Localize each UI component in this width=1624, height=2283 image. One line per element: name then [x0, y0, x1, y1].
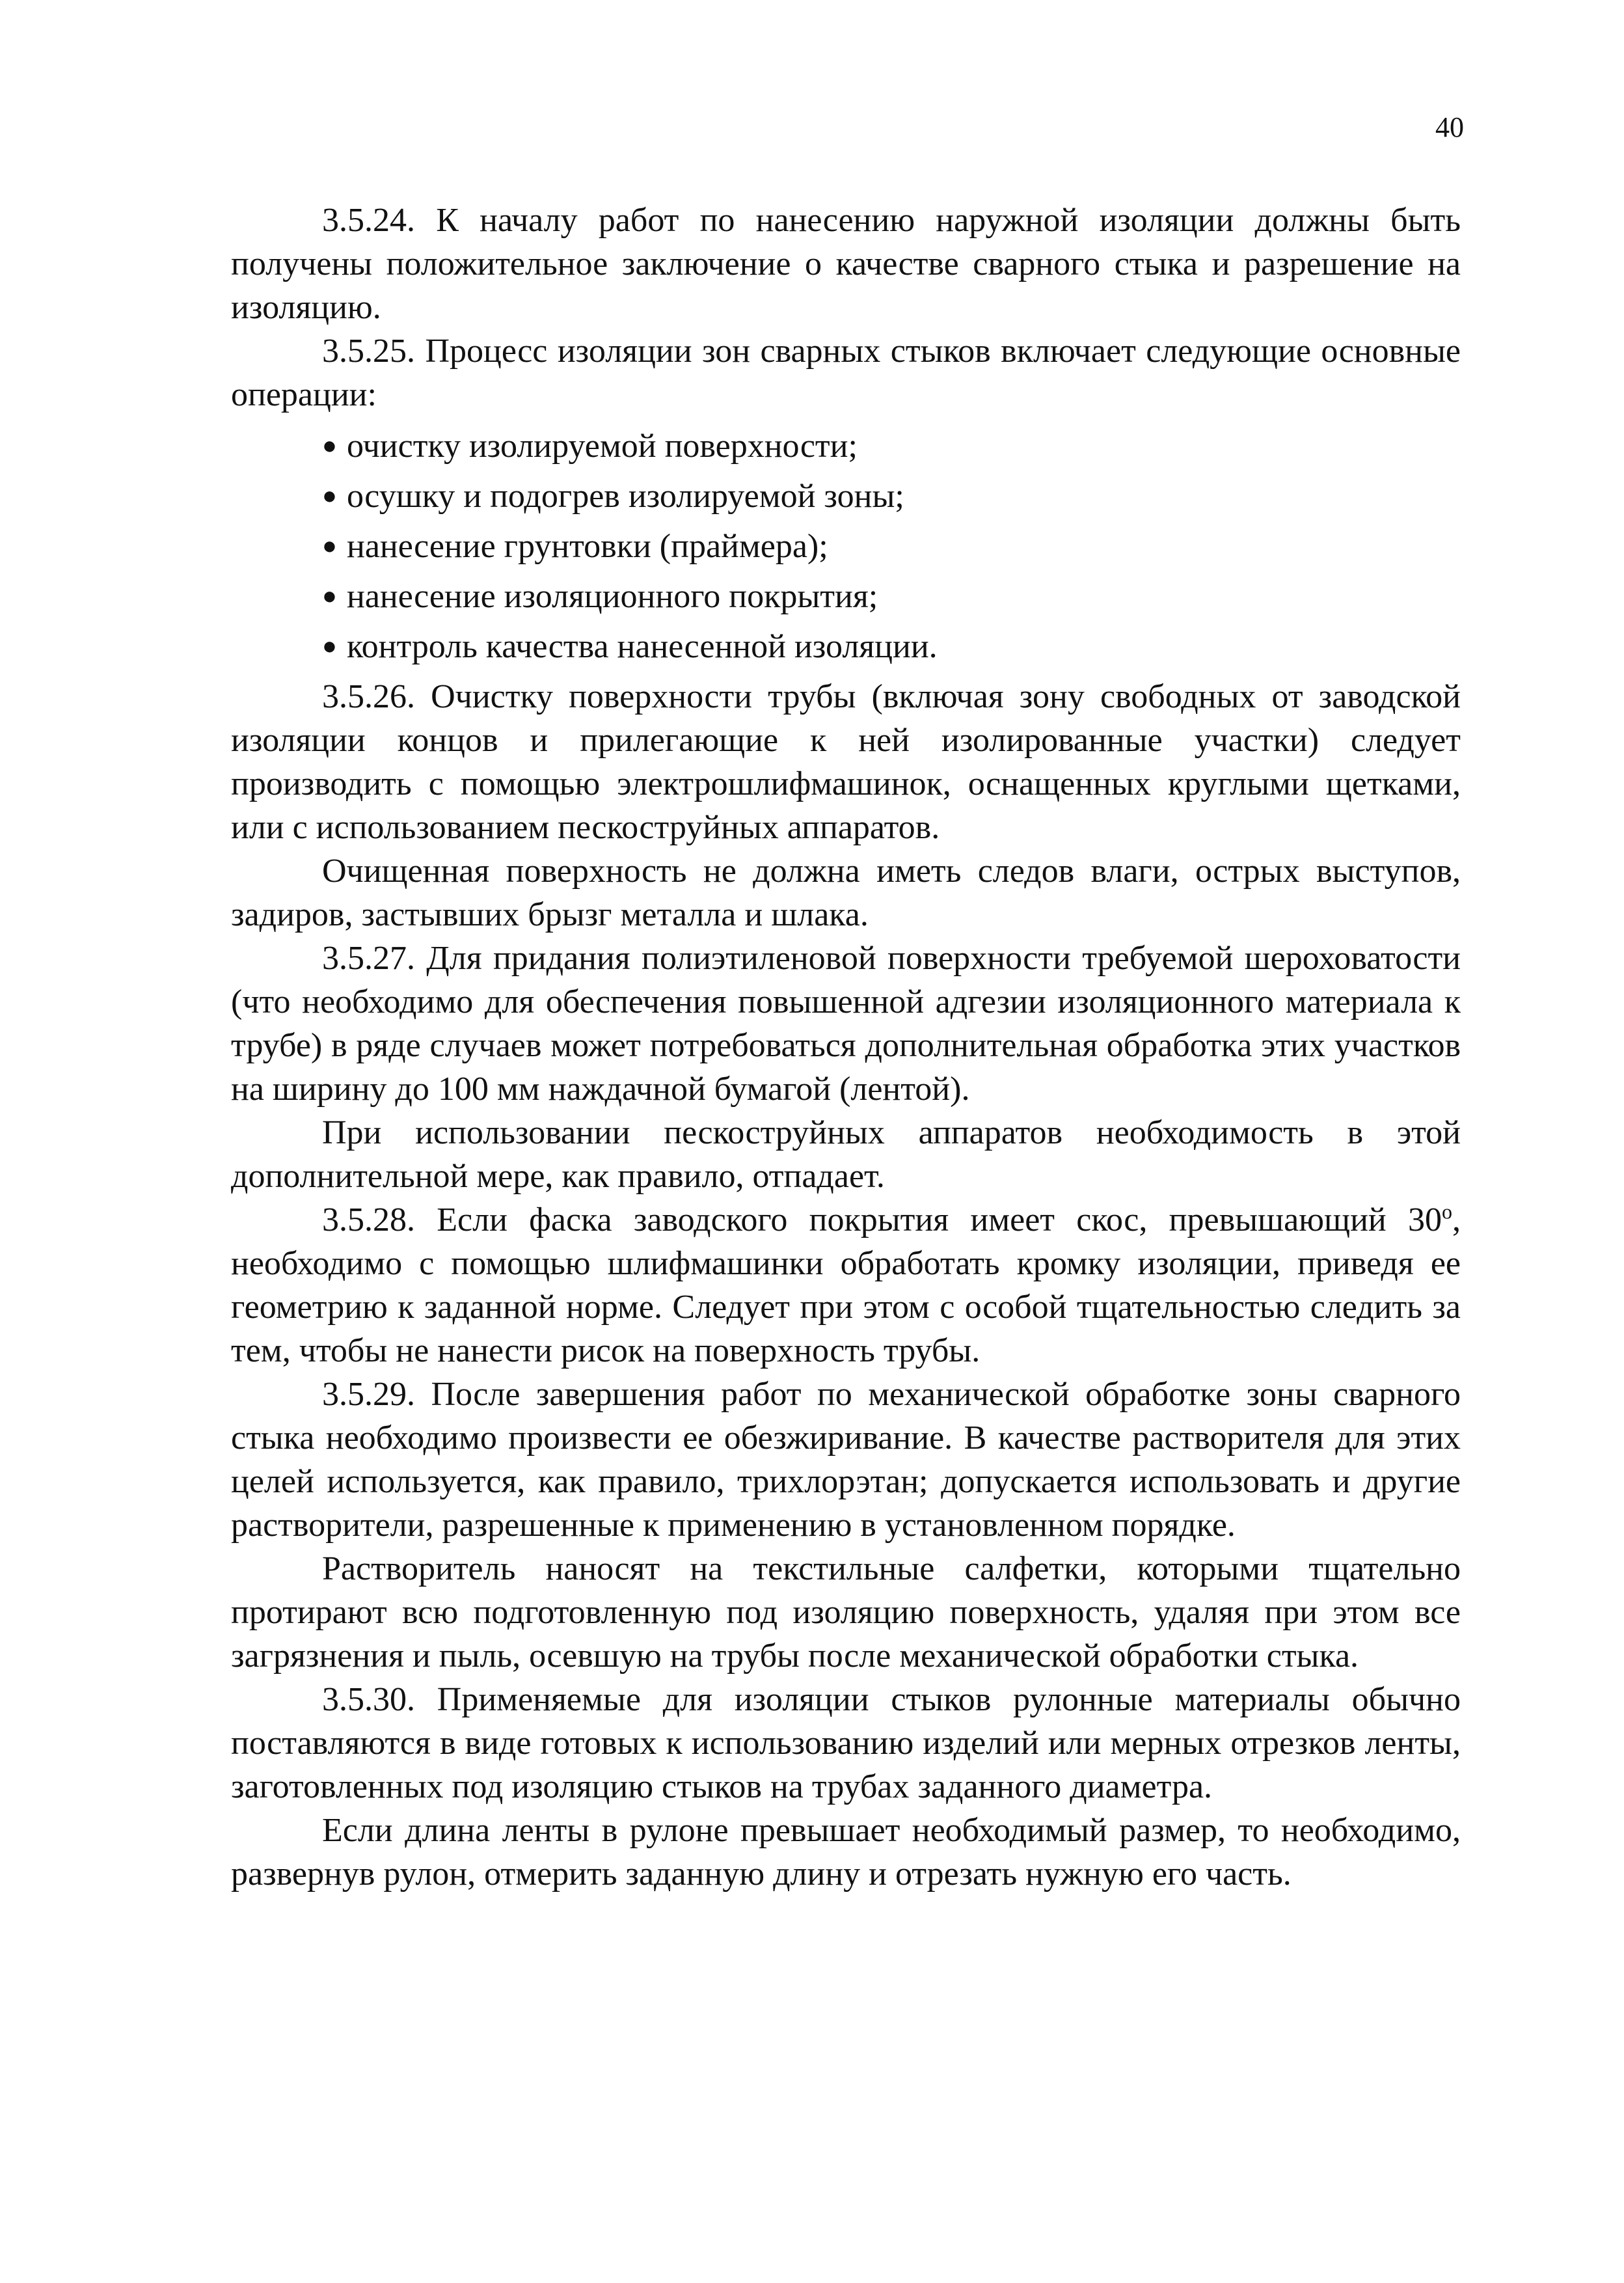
bullet-icon: ● — [322, 582, 337, 610]
paragraph-3-5-24: 3.5.24. К началу работ по нанесению наружной изоляции должны быть получены положительное заключение о качестве сварного стыка и разрешение на изоляцию. — [231, 202, 1461, 326]
list-item: ● нанесение грунтовки (праймера); — [231, 525, 1461, 568]
paragraph-3-5-30: 3.5.30. Применяемые для изоляции стыков рулонные материалы обычно поставляются в виде готовых к использованию изделий или мерных отрезков ленты, заготовленных под изоляцию стыков на трубах заданного диаметра. — [231, 1681, 1461, 1805]
list-item: ● осушку и подогрев изолируемой зоны; — [231, 474, 1461, 518]
degree-superscript: о — [1442, 1199, 1452, 1224]
paragraph-3-5-29: 3.5.29. После завершения работ по механической обработке зоны сварного стыка необходимо произвести ее обезжиривание. В качестве растворителя для этих целей используется, как правило, трихлорэтан; допускается использовать и другие растворители, разрешенные к применению в установленном порядке. — [231, 1376, 1461, 1544]
operations-list — [231, 424, 1461, 668]
bullet-icon: ● — [322, 532, 337, 560]
paragraph-3-5-25: 3.5.25. Процесс изоляции зон сварных стыков включает следующие основные операции: — [231, 333, 1461, 413]
paragraph-3-5-28: 3.5.28. Если фаска заводского покрытия имеет скос, превышающий $30^о$, необходимо с помощью шлифмашинки обработать кромку изоляции, приведя ее геометрию к заданной норме. Следует при этом с особой тщательностью следить за тем, чтобы не нанести рисок на поверхность трубы. — [231, 1199, 1461, 1369]
page-number: 40 — [1435, 111, 1464, 143]
page-body — [231, 198, 1461, 1896]
list-item: ● нанесение изоляционного покрытия; — [231, 575, 1461, 618]
paragraph-3-5-26-continued: Очищенная поверхность не должна иметь следов влаги, острых выступов, задиров, застывших брызг металла и шлака. — [231, 853, 1461, 933]
bullet-icon: ● — [322, 482, 337, 510]
list-item: ● очистку изолируемой поверхности; — [231, 424, 1461, 468]
paragraph-3-5-29-continued: Растворитель наносят на текстильные салфетки, которыми тщательно протирают всю подготовленную под изоляцию поверхность, удаляя при этом все загрязнения и пыль, осевшую на трубы после механической обработки стыка. — [231, 1550, 1461, 1675]
paragraph-3-5-26: 3.5.26. Очистку поверхности трубы (включая зону свободных от заводской изоляции концов и прилегающие к ней изолированные участки) следует производить с помощью электрошлифмашинок, оснащенных круглыми щетками, или с использованием пескоструйных аппаратов. — [231, 678, 1461, 846]
bullet-icon: ● — [322, 633, 337, 660]
paragraph-3-5-27-continued: При использовании пескоструйных аппаратов необходимость в этой дополнительной мере, как правило, отпадает. — [231, 1114, 1461, 1195]
list-item: ● контроль качества нанесенной изоляции. — [231, 625, 1461, 668]
paragraph-3-5-30-continued: Если длина ленты в рулоне превышает необходимый размер, то необходимо, развернув рулон, отмерить заданную длину и отрезать нужную его часть. — [231, 1812, 1461, 1893]
bullet-icon: ● — [322, 432, 337, 459]
paragraph-3-5-27: 3.5.27. Для придания полиэтиленовой поверхности требуемой шероховатости (что необходимо для обеспечения повышенной адгезии изоляционного материала к трубе) в ряде случаев может потребоваться дополнительная обработка этих участков на ширину до 100 мм наждачной бумагой (лентой). — [231, 940, 1461, 1108]
